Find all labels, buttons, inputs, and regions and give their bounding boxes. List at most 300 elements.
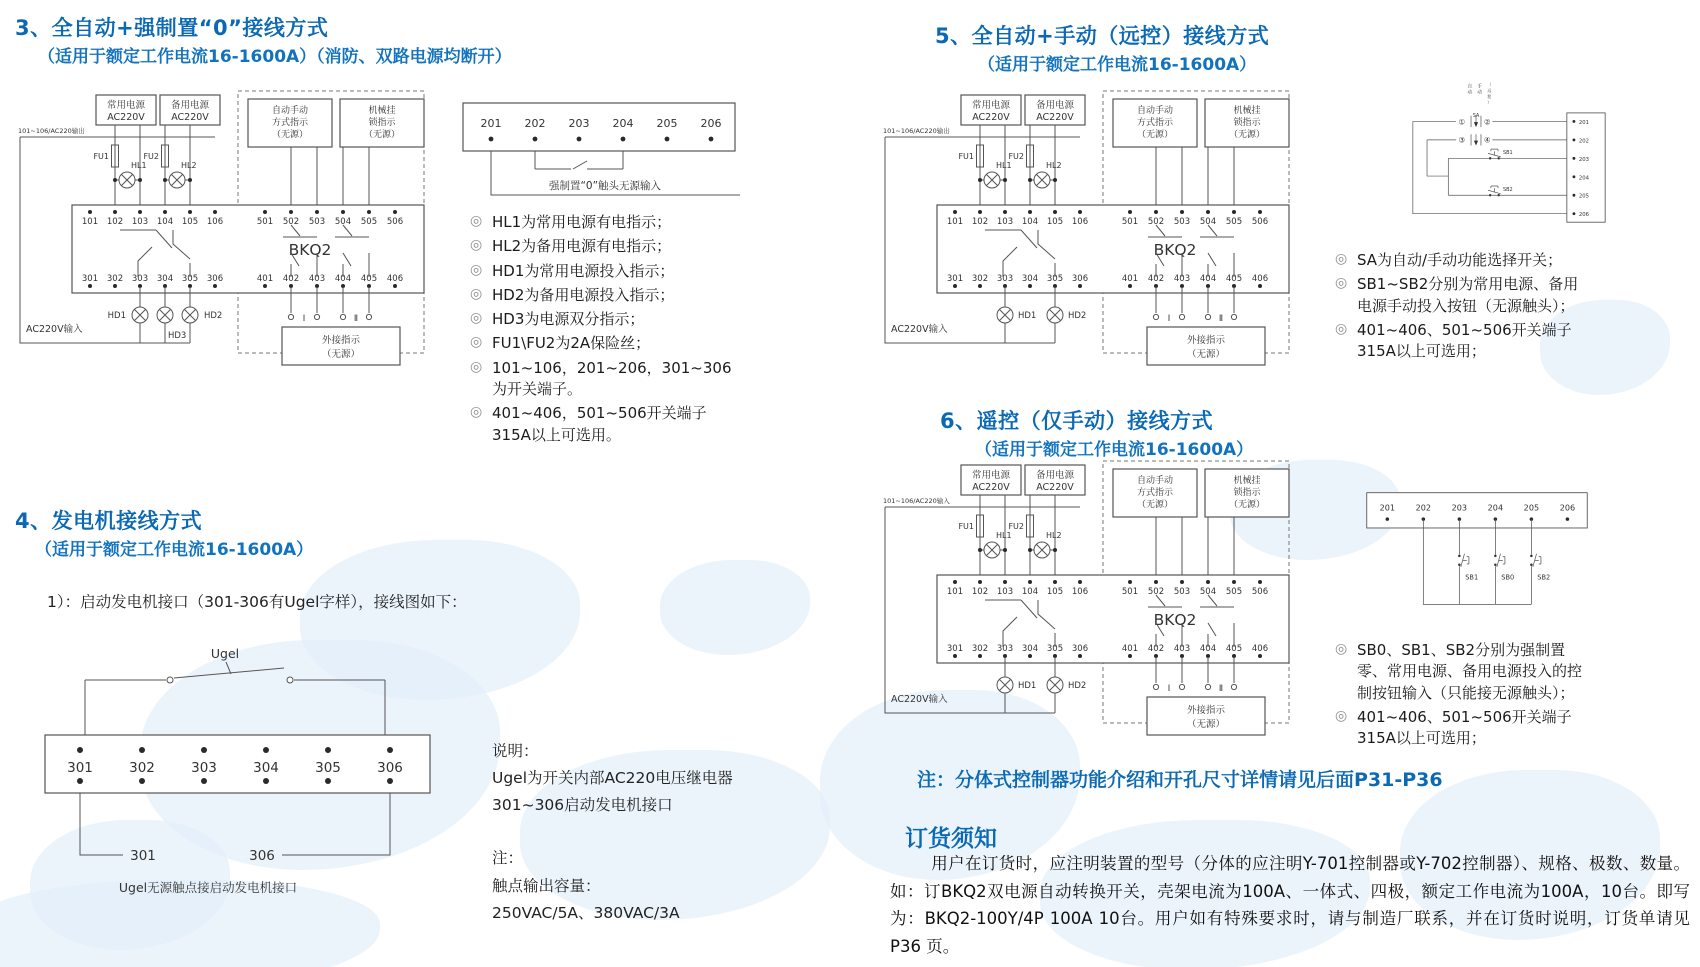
terminal-label: 302 [971, 274, 989, 284]
terminal-dot [1573, 157, 1576, 160]
terminal-dot [263, 210, 267, 214]
ind-auto-line: 自动手动 [1136, 106, 1174, 116]
terminal-label: 303 [191, 760, 217, 776]
terminal-block [1367, 493, 1588, 528]
fu1-label: FU1 [93, 152, 109, 161]
terminal-label: 102 [106, 217, 124, 227]
terminal-label: 205 [1523, 502, 1540, 513]
hl2-label: HL2 [1046, 531, 1062, 540]
bullet-marker: ◎ [470, 358, 483, 375]
terminal-dot [1258, 210, 1262, 214]
terminal-label: 503 [308, 217, 326, 227]
ext-ind-line: 外接指示 [1186, 335, 1226, 346]
terminal-dot [1028, 580, 1032, 584]
terminal-block [463, 103, 735, 151]
hl2-label: HL2 [1046, 161, 1062, 170]
wires [85, 662, 385, 735]
bullet-text: HL1为常用电源有电指示； [492, 213, 672, 231]
terminal-dot [139, 747, 145, 753]
terminal-label: 206 [1559, 502, 1576, 513]
roman-two: Ⅱ [353, 314, 359, 324]
terminal-label: 306 [206, 274, 224, 284]
lamp-icon [997, 677, 1013, 693]
hd1-label: HD1 [1018, 681, 1037, 691]
terminal-label: 203 [1451, 502, 1468, 513]
terminal-dot [978, 210, 982, 214]
sb1-label: SB1 [1502, 150, 1513, 157]
terminal-label: 106 [206, 217, 224, 227]
bullet-marker: ◎ [1335, 320, 1348, 337]
bullet-marker: ◎ [470, 213, 483, 229]
section6-bullet-list [1335, 640, 1585, 752]
terminal-dot [1128, 284, 1132, 288]
terminal-dot [325, 747, 331, 753]
mode-remote-label: （远程） [1487, 81, 1492, 106]
ext-ind-line: （无源） [321, 349, 361, 360]
terminal-label: 502 [1147, 587, 1165, 597]
lamp-icon [119, 172, 135, 188]
terminal-dot [315, 210, 319, 214]
bullet-marker: ◎ [1335, 707, 1348, 724]
ind-auto-line: 自动手动 [271, 106, 309, 116]
terminal-label: 204 [1487, 502, 1504, 513]
terminal-label: 303 [996, 274, 1014, 284]
bullet-text: 401~406，501~506开关端子315A以上可选用。 [492, 404, 707, 444]
terminal-label: 201 [1379, 502, 1396, 513]
terminal-dot [1573, 212, 1576, 215]
backup-power-voltage: AC220V [1036, 112, 1074, 123]
terminal-dot [201, 778, 207, 784]
terminal-label: 206 [1578, 212, 1590, 219]
ordering-paragraph: 用户在订货时，应注明装置的型号（分体的应注明Y-701控制器或Y-702控制器）、规格、极数、数量。如：订BKQ2双电源自动转换开关，壳架电流为100A、一体式、四极，额定工作电流为100A，10台。即写为：BKQ2-100Y/4P 100A 10台。用户如有特殊要求时，请与制造厂联系，并在订货时说明，订货单请见 P36 页。 [890, 854, 1690, 956]
bullet-text: HL2为备用电源有电指示； [492, 237, 672, 256]
terminal-label: 401 [1121, 274, 1139, 284]
terminal-label: 103 [131, 217, 149, 227]
terminal-label: 406 [386, 274, 404, 284]
terminal-dot [393, 284, 397, 288]
terminal-label: 104 [1021, 587, 1039, 597]
ind-auto-line: 方式指示 [1136, 118, 1174, 128]
contact-4: ④ [1484, 135, 1491, 145]
device-label: BKQ2 [288, 241, 332, 259]
terminal-label: 304 [156, 274, 174, 284]
terminal-label: 305 [1046, 644, 1064, 654]
terminal-label: 105 [1046, 587, 1064, 597]
terminal-label: 302 [129, 760, 155, 776]
ordering-heading: 订货须知 [905, 826, 997, 852]
notes-line: 301~306启动发电机接口 [492, 796, 673, 815]
terminal-dot [978, 654, 982, 658]
terminal-dot [1180, 580, 1184, 584]
contact-3: ③ [1458, 135, 1466, 145]
wires [1427, 134, 1567, 145]
fu2-label: FU2 [1008, 152, 1024, 161]
hl1-label: HL1 [131, 161, 147, 170]
section3-bullet-list [470, 212, 738, 449]
ind-auto-line: （无源） [1136, 130, 1174, 140]
device-label: BKQ2 [1153, 241, 1197, 259]
wires [80, 793, 390, 855]
bullet-marker: ◎ [1335, 641, 1348, 657]
wires [291, 147, 369, 205]
section4-title: 4、发电机接线方式 [15, 509, 203, 533]
notes-line: 250VAC/5A、380VAC/3A [492, 903, 680, 922]
hd2-label: HD2 [1068, 681, 1087, 691]
terminal-label: 305 [1046, 274, 1064, 284]
ind-auto-line: 方式指示 [1136, 488, 1174, 498]
terminal-label: 101 [946, 587, 964, 597]
terminal-dot [213, 210, 217, 214]
terminal-label: 405 [1225, 274, 1243, 284]
terminal-label: 204 [612, 117, 634, 130]
bullet-item [470, 212, 738, 233]
wires [1156, 517, 1234, 575]
lead-306-label: 306 [249, 848, 275, 864]
terminal-dot [1180, 210, 1184, 214]
terminal-label: 202 [1578, 138, 1590, 145]
terminal-label: 504 [334, 217, 352, 227]
mode-auto-label: 自动 [1467, 84, 1473, 96]
roman-two: Ⅱ [1218, 684, 1224, 694]
force-zero-contact-block [455, 95, 745, 205]
bullet-item [1335, 707, 1585, 750]
bullet-item [470, 403, 738, 446]
bullet-text: 401~406、501~506开关端子315A以上可选用； [1357, 320, 1572, 361]
terminal-dot [1573, 194, 1576, 197]
bullet-text: 401~406、501~506开关端子315A以上可选用； [1357, 707, 1572, 748]
section3-title: 3、全自动+强制置“0”接线方式 [15, 16, 329, 40]
terminal-label: 303 [131, 274, 149, 284]
fuse-icon [162, 145, 169, 167]
terminal-dot [163, 210, 167, 214]
bullet-text: HD1为常用电源投入指示； [492, 261, 675, 280]
hd2-label: HD2 [204, 311, 223, 321]
fuse-icon [977, 145, 984, 167]
terminal-dot [1078, 580, 1082, 584]
notes-line: Ugel为开关内部AC220电压继电器 [492, 769, 733, 788]
ext-ind-line: （无源） [1186, 349, 1226, 360]
terminal-label: 404 [1199, 274, 1217, 284]
bullet-text: SB0、SB1、SB2分别为强制置零、常用电源、备用电源投入的控制按钮输入（只能接无源触头）； [1357, 641, 1583, 702]
normal-power-label: 常用电源 [971, 100, 1011, 111]
normal-power-voltage: AC220V [972, 482, 1010, 493]
notes-line: 触点输出容量： [492, 876, 601, 895]
lamp-icon [157, 307, 173, 323]
terminal-label: 502 [282, 217, 300, 227]
terminal-dot [953, 654, 957, 658]
push-button-icon [1494, 554, 1505, 567]
terminal-label: 103 [996, 217, 1014, 227]
output-label: 101~106/AC220输入 [883, 497, 950, 505]
lamp-icon [984, 172, 1000, 188]
terminal-label: 401 [256, 274, 274, 284]
contact-1: ① [1458, 117, 1466, 127]
terminal-label: 201 [480, 117, 502, 130]
ugel-label: Ugel [210, 646, 240, 661]
terminal-dot [1128, 580, 1132, 584]
terminal-dot [1258, 654, 1262, 658]
terminal-dot [709, 137, 714, 142]
ext-ind-line: 外接指示 [1186, 705, 1226, 716]
hd3-label: HD3 [168, 331, 187, 341]
output-label: 101~106/AC220输出 [883, 127, 950, 135]
hl1-label: HL1 [996, 531, 1012, 540]
terminal-dot [953, 210, 957, 214]
bullet-item [1335, 274, 1591, 317]
hd1-label: HD1 [107, 311, 126, 321]
lamp-icon [132, 307, 148, 323]
sa-arrow [1474, 141, 1478, 146]
terminal-label: 501 [1121, 217, 1139, 227]
terminal-dot [978, 580, 982, 584]
device-label: BKQ2 [1153, 611, 1197, 629]
terminal-dot [213, 284, 217, 288]
controller-note-line: 注：分体式控制器功能介绍和开孔尺寸详情请见后面P31-P36 [917, 769, 1443, 791]
ind-lock-line: 锁指示 [1233, 118, 1261, 128]
terminal-label: 302 [106, 274, 124, 284]
bullet-item [470, 285, 738, 306]
terminal-dot [1078, 210, 1082, 214]
terminal-label: 302 [971, 644, 989, 654]
terminal-label: 501 [1121, 587, 1139, 597]
ind-lock-line: 机械挂 [1233, 106, 1261, 116]
terminal-dot [1003, 210, 1007, 214]
lamp-icon [182, 307, 198, 323]
roman-one: Ⅰ [1167, 684, 1171, 694]
output-label: 101~106/AC220输出 [18, 127, 85, 135]
terminal-label: 405 [360, 274, 378, 284]
section6-subtitle: （适用于额定工作电流16-1600A） [975, 440, 1254, 460]
lamp-icon [984, 542, 1000, 558]
ind-auto-line: （无源） [1136, 500, 1174, 510]
terminal-label: 104 [1021, 217, 1039, 227]
terminal-strip [1567, 113, 1605, 222]
sb0-label: SB0 [1501, 573, 1515, 582]
bullet-marker: ◎ [470, 285, 483, 302]
lamp-icon [1047, 677, 1063, 693]
input-label: AC220V输入 [26, 324, 83, 335]
terminal-dot [113, 284, 117, 288]
ext-ind-line: （无源） [1186, 719, 1226, 730]
terminal-label: 105 [1046, 217, 1064, 227]
input-label: AC220V输入 [891, 694, 948, 705]
section4-subtitle: （适用于额定工作电流16-1600A） [35, 540, 314, 560]
sa-label: SA [1472, 113, 1480, 120]
contact-2: ② [1484, 117, 1491, 127]
bullet-text: SB1~SB2分别为常用电源、备用电源手动投入按钮（无源触头）； [1357, 275, 1579, 315]
ind-lock-line: （无源） [1228, 500, 1266, 510]
notes-heading: 说明： [492, 742, 539, 760]
ind-auto-line: 方式指示 [271, 118, 309, 128]
terminal-label: 206 [700, 117, 722, 130]
terminal-dot [1573, 120, 1576, 123]
terminal-label: 503 [1173, 217, 1191, 227]
terminal-label: 102 [971, 587, 989, 597]
lead-301-label: 301 [130, 848, 156, 864]
section3-subtitle: （适用于额定工作电流16-1600A）（消防、双路电源均断开） [38, 47, 512, 67]
bullet-text: 101~106，201~206，301~306为开关端子。 [492, 358, 732, 399]
backup-power-label: 备用电源 [1035, 100, 1075, 111]
sb2-label: SB2 [1502, 186, 1513, 193]
terminal-label: 505 [1225, 587, 1243, 597]
terminal-label: 506 [1251, 587, 1269, 597]
terminal-label: 506 [1251, 217, 1269, 227]
terminal-dot [1566, 517, 1570, 521]
terminal-dot [1028, 210, 1032, 214]
terminal-dot [88, 210, 92, 214]
wires [1423, 519, 1531, 604]
terminal-label: 504 [1199, 587, 1217, 597]
terminal-label: 102 [971, 217, 989, 227]
push-button-icon [1458, 554, 1469, 567]
bullet-marker: ◎ [470, 310, 483, 327]
terminal-dot [1232, 580, 1236, 584]
backup-power-label: 备用电源 [1035, 470, 1075, 481]
terminal-dot [139, 778, 145, 784]
ind-lock-line: 锁指示 [1233, 488, 1261, 498]
terminal-label: 202 [524, 117, 546, 130]
bullet-marker: ◎ [1335, 251, 1348, 267]
bullet-item [470, 333, 738, 354]
terminal-dot [138, 210, 142, 214]
lamp-icon [169, 172, 185, 188]
terminal-dot [621, 137, 626, 142]
fu2-label: FU2 [1008, 522, 1024, 531]
ind-lock-line: 机械挂 [368, 106, 396, 116]
terminal-label: 403 [1173, 274, 1191, 284]
section4-intro: 1）：启动发电机接口（301-306有Ugel字样），接线图如下： [47, 593, 467, 611]
sb1-label: SB1 [1465, 573, 1479, 582]
terminal-label: 505 [360, 217, 378, 227]
backup-power-voltage: AC220V [1036, 482, 1074, 493]
ext-ind-line: 外接指示 [321, 335, 361, 346]
terminal-dot [393, 210, 397, 214]
terminal-dot [1206, 580, 1210, 584]
roman-two: Ⅱ [1218, 314, 1224, 324]
section4-notes [492, 738, 742, 927]
terminal-dot [1154, 210, 1158, 214]
terminal-dot [1003, 580, 1007, 584]
terminal-label: 103 [996, 587, 1014, 597]
bullet-item [470, 309, 738, 330]
terminal-label: 502 [1147, 217, 1165, 227]
normal-power-voltage: AC220V [107, 112, 145, 123]
bullet-item [1335, 640, 1585, 704]
section5-bullet-list [1335, 250, 1591, 365]
hl1-label: HL1 [996, 161, 1012, 170]
terminal-dot [1053, 580, 1057, 584]
input-label: AC220V输入 [891, 324, 948, 335]
terminal-label: 404 [334, 274, 352, 284]
bullet-marker: ◎ [470, 261, 483, 278]
terminal-label: 304 [1021, 644, 1039, 654]
terminal-label: 402 [282, 274, 300, 284]
terminal-dot [1386, 517, 1390, 521]
bullet-item [1335, 250, 1591, 271]
terminal-label: 203 [568, 117, 590, 130]
hd2-label: HD2 [1068, 311, 1087, 321]
wires [1156, 147, 1234, 205]
terminal-label: 404 [1199, 644, 1217, 654]
normal-power-label: 常用电源 [971, 470, 1011, 481]
fuse-icon [1027, 145, 1034, 167]
ind-lock-line: 机械挂 [1233, 476, 1261, 486]
terminal-label: 205 [656, 117, 678, 130]
lamp-icon [997, 307, 1013, 323]
terminal-dot [201, 747, 207, 753]
ind-lock-line: 锁指示 [368, 118, 396, 128]
bullet-marker: ◎ [470, 334, 483, 351]
terminal-label: 305 [181, 274, 199, 284]
terminal-label: 304 [253, 760, 279, 776]
terminal-label: 403 [308, 274, 326, 284]
terminal-label: 504 [1199, 217, 1217, 227]
bullet-text: HD2为备用电源投入指示； [492, 285, 675, 304]
terminal-label: 405 [1225, 644, 1243, 654]
terminal-label: 406 [1251, 644, 1269, 654]
terminal-dot [367, 210, 371, 214]
terminal-label: 402 [1147, 644, 1165, 654]
push-button-icon [1488, 149, 1501, 159]
terminal-label: 301 [946, 644, 964, 654]
generator-ugel-diagram [30, 600, 460, 900]
terminal-label: 105 [181, 217, 199, 227]
terminal-label: 305 [315, 760, 341, 776]
roman-one: Ⅰ [1167, 314, 1171, 324]
terminal-dot [387, 778, 393, 784]
terminal-dot [1078, 284, 1082, 288]
bullet-marker: ◎ [1335, 275, 1348, 292]
terminal-label: 201 [1578, 119, 1590, 126]
roman-one: Ⅰ [302, 314, 306, 324]
terminal-dot [1128, 210, 1132, 214]
lamp-icon [1034, 542, 1050, 558]
terminal-dot [1258, 284, 1262, 288]
wiring-diagram-auto-manual-remote [875, 85, 1305, 380]
terminal-dot [113, 210, 117, 214]
terminal-label: 303 [996, 644, 1014, 654]
fuse-icon [977, 515, 984, 537]
bullet-item [470, 261, 738, 282]
contact-block-caption: 强制置“0”触头无源输入 [548, 180, 662, 192]
terminal-label: 403 [1173, 644, 1191, 654]
terminal-dot [953, 284, 957, 288]
hd1-label: HD1 [1018, 311, 1037, 321]
terminal-label: 406 [1251, 274, 1269, 284]
spacer [492, 819, 742, 845]
fu2-label: FU2 [143, 152, 159, 161]
terminal-label: 506 [386, 217, 404, 227]
normal-power-label: 常用电源 [106, 100, 146, 111]
terminal-dot [325, 778, 331, 784]
terminal-dot [1573, 138, 1576, 141]
terminal-dot [1258, 580, 1262, 584]
wiring-diagram-full-auto-force-zero [10, 85, 440, 380]
terminal-dot [665, 137, 670, 142]
terminal-dot [263, 284, 267, 288]
bullet-item [470, 236, 738, 257]
terminal-dot [263, 778, 269, 784]
fu1-label: FU1 [958, 152, 974, 161]
terminal-label: 306 [377, 760, 403, 776]
wiring-diagram-remote-manual-only [875, 455, 1305, 750]
ind-lock-line: （无源） [363, 130, 401, 140]
section5-subtitle: （适用于额定工作电流16-1600A） [978, 55, 1257, 75]
notes-note-heading: 注： [492, 849, 524, 868]
bullet-marker: ◎ [470, 237, 483, 254]
remote-push-button-block [1352, 478, 1602, 625]
terminal-label: 205 [1578, 193, 1590, 200]
